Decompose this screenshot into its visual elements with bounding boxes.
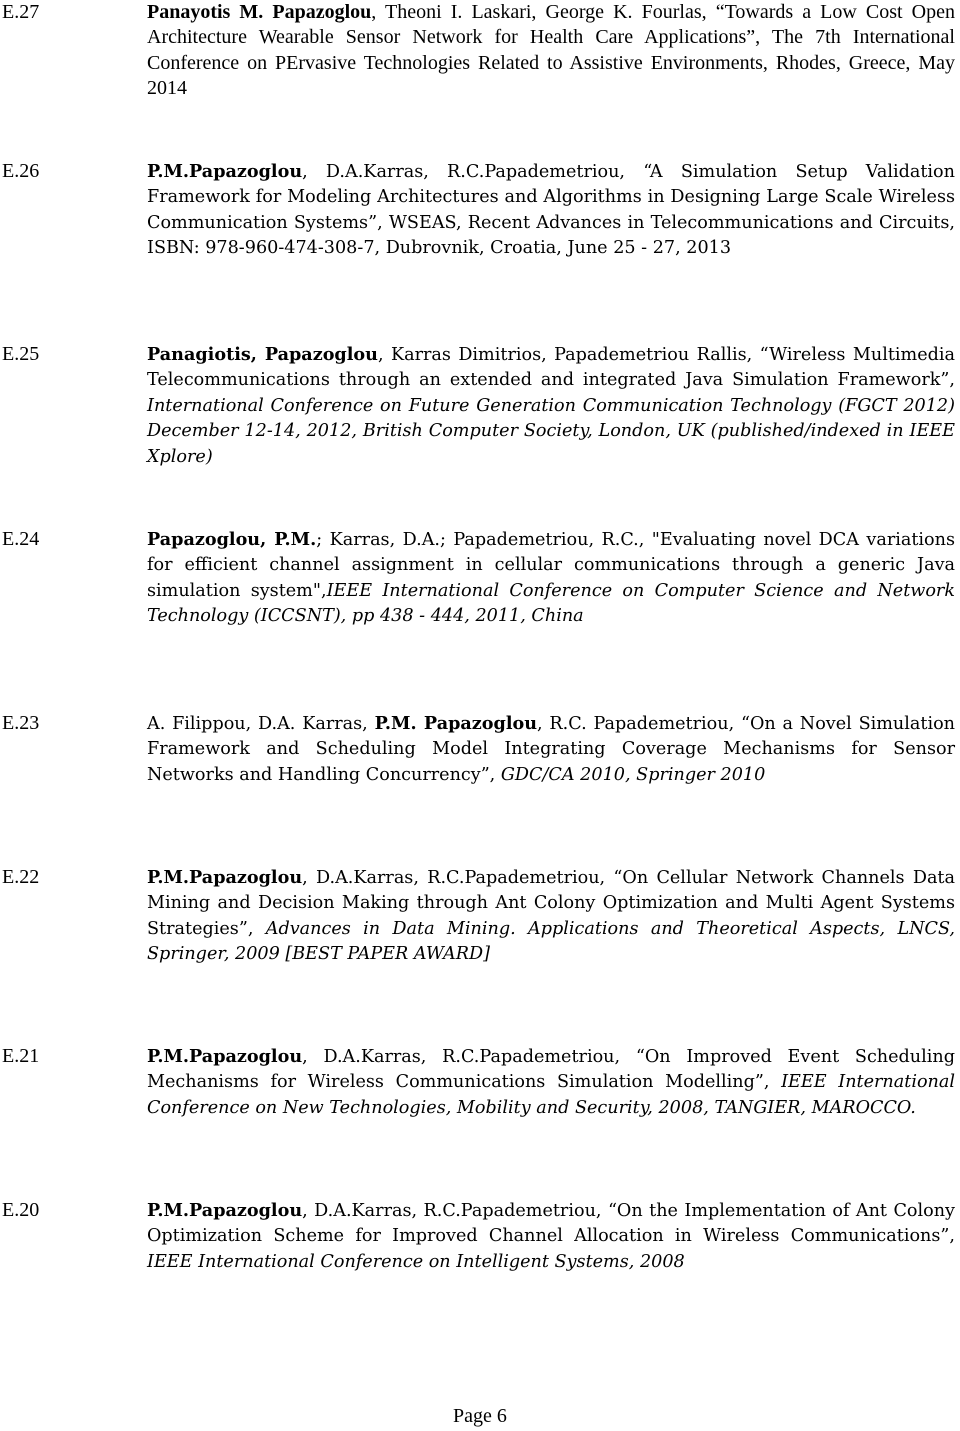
coauthors-lead: A. Filippou, D.A. Karras, [147, 714, 375, 734]
paper-title: “On the Implementation of Ant Colony Optimization Scheme for Improved Channel Allocation in Wireless Communications”, [147, 1201, 955, 1247]
venue: International Conference on Future Generation Communication Technology (FGCT 2012) December 12-14, 2012, British Computer Society, London, UK (published/indexed in IEEE Xplore) [147, 395, 955, 467]
author-highlight: P.M.Papazoglou [147, 1046, 303, 1067]
paper-title: “On Improved Event Scheduling Mechanisms for Wireless Communications Simulation Modelling”, [147, 1047, 955, 1093]
entry-citation [147, 865, 955, 968]
page-number: Page 6 [453, 1405, 507, 1427]
venue: GDC/CA 2010, Springer 2010 [500, 764, 766, 785]
author-highlight: P.M. Papazoglou [374, 713, 538, 734]
entry-number: E.22 [2, 866, 40, 888]
coauthors: , D.A.Karras, R.C.Papademetriou, [302, 162, 644, 182]
entry-number: E.24 [2, 528, 40, 550]
venue: IEEE International Conference on New Technologies, Mobility and Security, 2008, TANGIER, MAROCCO. [147, 1072, 955, 1118]
entry-citation [147, 1044, 955, 1121]
venue: IEEE International Conference on Intelligent Systems, 2008 [147, 1251, 685, 1272]
venue: Advances in Data Mining. Applications and Theoretical Aspects, LNCS, Springer, 2009 [BEST PAPER AWARD] [147, 918, 956, 965]
paper-title: “Towards a Low Cost Open Architecture Wearable Sensor Network for Health Care Applications”, The 7th International Conference on PErvasive Technologies Related to Assistive Environments, Rhodes, Greece, May 2014 [147, 1, 955, 100]
venue: IEEE International Conference on Computer Science and Network Technology (ICCSNT), pp 438 - 444, 2011, China [147, 580, 955, 627]
author-highlight: Panayotis M. Papazoglou [147, 1, 372, 23]
author-highlight: P.M.Papazoglou [147, 1200, 303, 1221]
author-highlight: Panagiotis, Papazoglou [147, 344, 378, 365]
coauthors: , D.A.Karras, R.C.Papademetriou, [302, 868, 614, 888]
paper-title: “On Cellular Network Channels Data Mining and Decision Making through Ant Colony Optimization and Multi Agent Systems Strategies”, [147, 868, 955, 939]
entry-number: E.23 [2, 712, 40, 734]
entry-citation [147, 0, 955, 102]
coauthors: , Theoni I. Laskari, George K. Fourlas, [371, 1, 716, 23]
entry-citation [147, 711, 955, 788]
paper-title: "Evaluating novel DCA variations for efficient channel assignment in cellular communications through a generic Java simulation system", [147, 530, 956, 601]
paper-title: “A Simulation Setup Validation Framework for Modeling Architectures and Algorithms in Designing Large Scale Wireless Communication Systems”, WSEAS, Recent Advances in Telecommunications and Circuits, ISBN: 978-960-474-308-7, Dubrovnik, Croatia, June 25 - 27, 2013 [147, 162, 955, 259]
coauthors: ; Karras, D.A.; Papademetriou, R.C., [316, 530, 652, 550]
coauthors: , D.A.Karras, R.C.Papademetriou, [302, 1201, 608, 1221]
author-highlight: Papazoglou, P.M. [147, 529, 317, 550]
coauthors: , R.C. Papademetriou, [537, 714, 741, 734]
entry-number: E.25 [2, 343, 40, 365]
entry-citation [147, 527, 955, 630]
paper-title: “Wireless Multimedia Telecommunications through an extended and integrated Java Simulation Framework”, [147, 345, 955, 391]
entry-citation [147, 1198, 955, 1275]
entry-number: E.27 [2, 1, 40, 23]
entry-number: E.20 [2, 1199, 40, 1221]
paper-title: “On a Novel Simulation Framework and Scheduling Model Integrating Coverage Mechanisms for Sensor Networks and Handling Concurrency”, [147, 714, 955, 785]
coauthors: , Karras Dimitrios, Papademetriou Rallis, [377, 345, 760, 365]
coauthors: , D.A.Karras, R.C.Papademetriou, [302, 1047, 636, 1067]
author-highlight: P.M.Papazoglou [147, 161, 303, 182]
entry-number: E.21 [2, 1045, 40, 1067]
entry-number: E.26 [2, 160, 40, 182]
author-highlight: P.M.Papazoglou [147, 867, 303, 888]
entry-citation [147, 159, 955, 262]
entry-citation [147, 342, 955, 470]
